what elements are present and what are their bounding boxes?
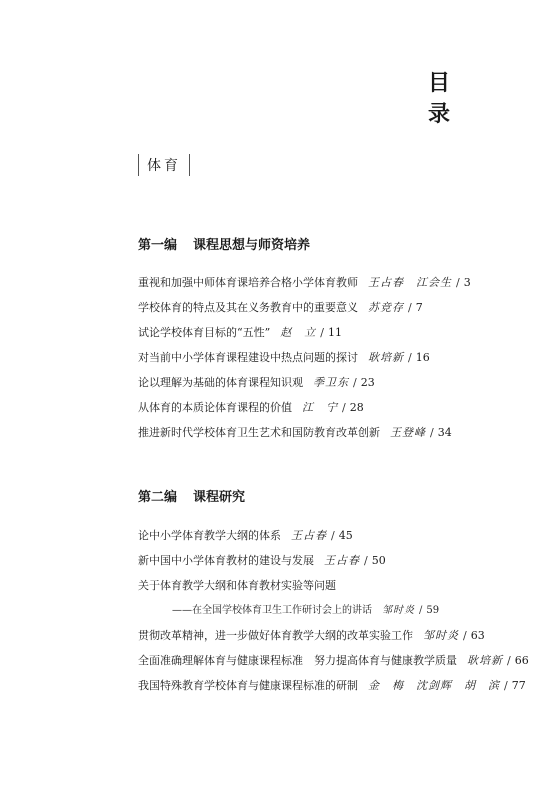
page-title: 目 录 <box>428 71 479 127</box>
entry-page-number: 77 <box>511 679 526 692</box>
entry-author: 王占春 <box>291 529 327 542</box>
entry-author: 金 梅 沈剑辉 胡 滨 <box>368 679 500 692</box>
entry-title: 从体育的本质论体育课程的价值 <box>138 401 292 414</box>
page-separator: / <box>463 629 467 642</box>
page-separator: / <box>507 654 511 667</box>
entry-page-number: 50 <box>371 554 386 567</box>
entry-title: 论以理解为基础的体育课程知识观 <box>138 376 303 389</box>
entry-page-number: 11 <box>327 326 342 339</box>
entry-title: 我国特殊教育学校体育与健康课程标准的研制 <box>138 679 358 692</box>
entry-page-number: 3 <box>463 276 471 289</box>
category-text: 体育 <box>147 158 181 174</box>
entry-author: 王登峰 <box>390 426 426 439</box>
toc-entry[interactable] <box>138 623 505 648</box>
toc-entry[interactable] <box>138 673 526 698</box>
page-separator: / <box>504 679 508 692</box>
entry-list <box>138 523 529 698</box>
toc-entry[interactable] <box>138 420 505 445</box>
page-separator: / <box>408 351 412 364</box>
section-number: 第二编 <box>138 490 178 505</box>
divider <box>189 154 190 176</box>
page-separator: / <box>408 301 412 314</box>
toc-entry[interactable] <box>138 345 505 370</box>
entry-author: 耿培新 <box>467 654 503 667</box>
entry-author: 赵 立 <box>280 326 317 339</box>
entry-title: 对当前中小学体育课程建设中热点问题的探讨 <box>138 351 358 364</box>
entry-page-number: 66 <box>514 654 529 667</box>
entry-author: 邹时炎 <box>423 629 459 642</box>
entry-list <box>138 270 505 445</box>
section-heading <box>138 234 505 253</box>
toc-entry[interactable] <box>138 320 505 345</box>
entry-title: 全面准确理解体育与健康课程标准 努力提高体育与健康教学质量 <box>138 654 457 667</box>
toc-entry[interactable] <box>138 573 505 598</box>
entry-page-number: 59 <box>426 605 440 616</box>
page-separator: / <box>331 529 335 542</box>
section-heading <box>138 486 505 505</box>
entry-title: 试论学校体育目标的“五性” <box>138 326 271 339</box>
section-2 <box>138 486 529 698</box>
toc-entry[interactable] <box>138 395 505 420</box>
entry-author: 耿培新 <box>368 351 404 364</box>
entry-page-number: 34 <box>437 426 452 439</box>
page-separator: / <box>456 276 460 289</box>
entry-author: 王占春 <box>324 554 360 567</box>
entry-page-number: 63 <box>470 629 485 642</box>
entry-title: 贯彻改革精神，进一步做好体育教学大纲的改革实验工作 <box>138 629 413 642</box>
entry-title: 关于体育教学大纲和体育教材实验等问题 <box>138 579 336 592</box>
entry-title: ——在全国学校体育卫生工作研讨会上的讲话 <box>172 605 372 616</box>
entry-title: 新中国中小学体育教材的建设与发展 <box>138 554 314 567</box>
page-separator: / <box>342 401 346 414</box>
entry-page-number: 16 <box>415 351 430 364</box>
entry-page-number: 23 <box>360 376 375 389</box>
page-separator: / <box>419 605 423 616</box>
entry-author: 江 宁 <box>302 401 338 414</box>
entry-author: 苏竞存 <box>368 301 404 314</box>
entry-page-number: 45 <box>338 529 353 542</box>
entry-title: 学校体育的特点及其在义务教育中的重要意义 <box>138 301 358 314</box>
section-name: 课程研究 <box>193 490 246 505</box>
entry-author: 季卫东 <box>313 376 349 389</box>
toc-entry[interactable] <box>138 270 505 295</box>
section-number: 第一编 <box>138 238 178 253</box>
entry-author: 邹时炎 <box>382 605 415 616</box>
toc-entry[interactable] <box>138 523 505 548</box>
toc-entry[interactable] <box>138 370 505 395</box>
toc-entry[interactable] <box>138 295 505 320</box>
entry-author: 王占春 江会生 <box>368 276 452 289</box>
entry-page-number: 28 <box>349 401 364 414</box>
entry-page-number: 7 <box>415 301 423 314</box>
entry-title: 重视和加强中师体育课培养合格小学体育教师 <box>138 276 358 289</box>
entry-title: 推进新时代学校体育卫生艺术和国防教育改革创新 <box>138 426 380 439</box>
toc-entry[interactable] <box>138 648 529 673</box>
section-1 <box>138 234 505 445</box>
page-separator: / <box>364 554 368 567</box>
section-name: 课程思想与师资培养 <box>193 238 311 253</box>
toc-entry[interactable] <box>138 548 505 573</box>
page-separator: / <box>320 326 324 339</box>
page-separator: / <box>430 426 434 439</box>
entry-title: 论中小学体育教学大纲的体系 <box>138 529 281 542</box>
page-separator: / <box>353 376 357 389</box>
toc-entry[interactable] <box>138 598 505 623</box>
category-label <box>138 154 190 176</box>
